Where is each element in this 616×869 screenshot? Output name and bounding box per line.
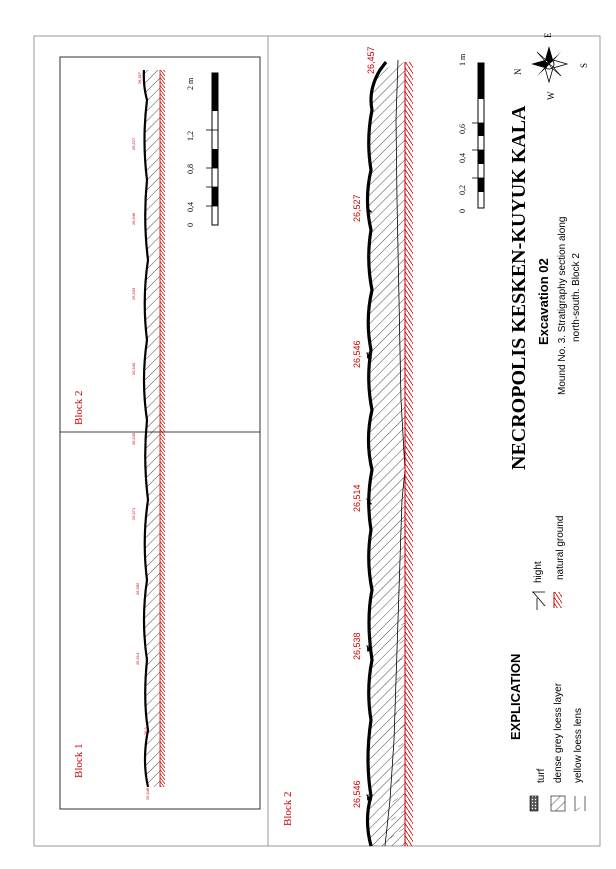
detail-scale-tick: 0,4 xyxy=(458,153,467,163)
height-label: 26,457 xyxy=(366,46,376,74)
svg-text:26,582: 26,582 xyxy=(135,582,140,595)
detail-scale-tick: 0,2 xyxy=(458,185,467,195)
page-subtitle: Excavation 02 xyxy=(536,258,551,345)
legend-label: yellow loess lens xyxy=(573,707,584,783)
explication-heading: EXPLICATION xyxy=(508,653,523,740)
svg-text:26,546: 26,546 xyxy=(131,212,136,225)
overview-scale-tick: 0,4 xyxy=(186,202,195,212)
turf-hatch-icon xyxy=(530,796,538,811)
overview-section xyxy=(144,70,165,787)
height-label: 26,546 xyxy=(352,340,362,368)
svg-text:26,571: 26,571 xyxy=(131,507,136,520)
svg-text:26,540: 26,540 xyxy=(131,362,136,375)
svg-text:26,546: 26,546 xyxy=(145,787,150,800)
height-label: 26,538 xyxy=(352,632,362,660)
detail-scale-end: 1 m xyxy=(458,53,467,66)
svg-text:26,545: 26,545 xyxy=(131,432,136,445)
overview-scale-end: 2 m xyxy=(186,77,195,90)
page-title: NECROPOLIS KESKEN-KUYUK KALA xyxy=(508,105,530,470)
detail-block-label: Block 2 xyxy=(282,791,294,826)
svg-text:26,514: 26,514 xyxy=(135,652,140,665)
detail-scale-bar xyxy=(472,63,484,208)
compass-s: S xyxy=(579,62,589,68)
natural-ground-icon xyxy=(554,592,562,608)
detail-scale-tick: 0,6 xyxy=(458,124,467,134)
caption-line: north-south. Block 2 xyxy=(571,253,582,342)
block2-label: Block 2 xyxy=(73,390,85,425)
overview-scale-tick: 0 xyxy=(186,223,195,227)
overview-scale-tick: 1,2 xyxy=(186,131,195,141)
height-label: 26,514 xyxy=(352,484,362,512)
svg-text:26,5: 26,5 xyxy=(143,727,148,735)
height-label: 26,546 xyxy=(352,780,362,808)
height-mark-icon xyxy=(532,592,545,610)
detail-scale-tick: 0 xyxy=(458,209,467,213)
compass-e: E xyxy=(543,32,553,38)
legend-label: turf xyxy=(536,768,547,783)
compass-w: W xyxy=(546,91,556,100)
svg-text:26,533: 26,533 xyxy=(131,287,136,300)
legend-label: dense grey loess layer xyxy=(553,682,564,783)
block1-label: Block 1 xyxy=(73,743,85,778)
height-label: 26,527 xyxy=(352,194,362,222)
overview-scale-bar xyxy=(206,73,218,225)
svg-text:26,457: 26,457 xyxy=(137,72,142,85)
detail-section xyxy=(368,60,414,846)
legend-label: hight xyxy=(533,561,544,583)
legend-label: natural ground xyxy=(555,515,566,580)
caption-line: Mound No. 3. Stratigraphy section along xyxy=(557,216,568,395)
diagonal-hatch-icon xyxy=(551,796,565,811)
dash-hatch-icon xyxy=(575,796,585,811)
overview-scale-tick: 0,8 xyxy=(186,164,195,174)
svg-text:26,527: 26,527 xyxy=(131,137,136,150)
compass-n: N xyxy=(513,68,523,75)
compass-rose-icon xyxy=(531,46,567,82)
